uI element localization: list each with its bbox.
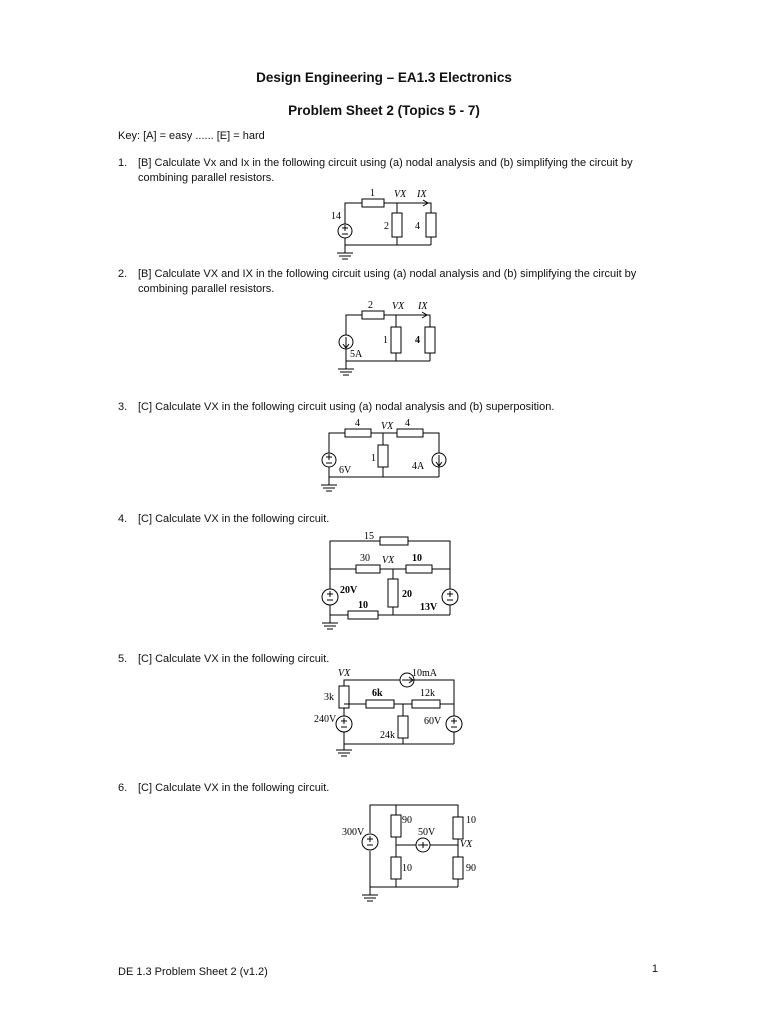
resistor-label: 10 [412, 553, 422, 564]
source-label: 6V [339, 465, 352, 476]
source-label: 4A [412, 461, 425, 472]
question-1 [118, 156, 638, 186]
question-number: 4. [118, 513, 128, 525]
resistor-label: 24k [380, 730, 395, 741]
question-5 [118, 652, 638, 667]
source-label: 240V [314, 714, 337, 725]
resistor-label: 1 [370, 188, 375, 199]
source-label: 14 [331, 211, 341, 222]
circuit-diagram-5 [310, 666, 470, 761]
vx-label: VX [394, 189, 407, 200]
vx-label: VX [460, 839, 473, 850]
source-label: 50V [418, 827, 436, 838]
source-label: 10mA [412, 668, 437, 679]
difficulty-key: Key: [A] = easy ...... [E] = hard [118, 130, 265, 142]
vx-label: VX [382, 555, 395, 566]
question-3 [118, 400, 638, 415]
footer-document-name: DE 1.3 Problem Sheet 2 (v1.2) [118, 966, 268, 978]
resistor-label: 4 [405, 418, 410, 429]
page-number: 1 [651, 963, 658, 975]
vx-label: VX [338, 668, 351, 679]
circuit-diagram-3 [315, 415, 455, 495]
source-label: 60V [424, 716, 442, 727]
resistor-label: 10 [466, 815, 476, 826]
resistor-label: 1 [383, 335, 388, 346]
question-number: 5. [118, 653, 128, 665]
circuit-diagram-4 [316, 527, 466, 637]
document-title: Design Engineering – EA1.3 Electronics [256, 70, 512, 85]
question-number: 2. [118, 268, 128, 280]
resistor-label: 10 [402, 863, 412, 874]
resistor-label: 90 [402, 815, 412, 826]
vx-label: VX [381, 421, 394, 432]
source-label: 20V [340, 585, 358, 596]
source-label: 13V [420, 602, 438, 613]
vx-label: VX [392, 301, 405, 312]
resistor-label: 4 [355, 418, 360, 429]
question-text: [B] Calculate VX and IX in the following circuit using (a) nodal analysis and (b) simplifying the circuit by combining parallel resistors. [138, 268, 637, 295]
circuit-diagram-6 [340, 795, 490, 905]
resistor-label: 6k [372, 688, 383, 699]
resistor-label: 4 [415, 335, 420, 346]
resistor-label: 4 [415, 221, 420, 232]
resistor-label: 3k [324, 692, 334, 703]
question-text: [C] Calculate VX in the following circuit. [138, 513, 330, 525]
resistor-label: 2 [368, 300, 373, 311]
resistor-label: 12k [420, 688, 435, 699]
question-text: [C] Calculate VX in the following circuit. [138, 782, 330, 794]
question-text: [C] Calculate VX in the following circuit. [138, 653, 330, 665]
ix-label: IX [418, 301, 428, 312]
resistor-label: 15 [364, 531, 374, 542]
circuit-diagram-2 [322, 297, 447, 379]
resistor-label: 2 [384, 221, 389, 232]
resistor-label: 20 [402, 589, 412, 600]
question-4 [118, 512, 638, 527]
resistor-label: 30 [360, 553, 370, 564]
circuit-diagram-1 [325, 185, 445, 265]
resistor-label: 1 [371, 453, 376, 464]
question-2 [118, 267, 638, 297]
question-text: [B] Calculate Vx and Ix in the following circuit using (a) nodal analysis and (b) simplifying the circuit by combining parallel resistors. [138, 157, 633, 184]
source-label: 300V [342, 827, 365, 838]
resistor-label: 10 [358, 600, 368, 611]
question-number: 3. [118, 401, 128, 413]
resistor-label: 90 [466, 863, 476, 874]
ix-label: IX [417, 189, 427, 200]
source-label: 5A [350, 349, 363, 360]
question-text: [C] Calculate VX in the following circuit using (a) nodal analysis and (b) superposition. [138, 401, 555, 413]
question-number: 1. [118, 157, 128, 169]
question-6 [118, 781, 638, 796]
document-subtitle: Problem Sheet 2 (Topics 5 - 7) [288, 103, 480, 118]
question-number: 6. [118, 782, 128, 794]
